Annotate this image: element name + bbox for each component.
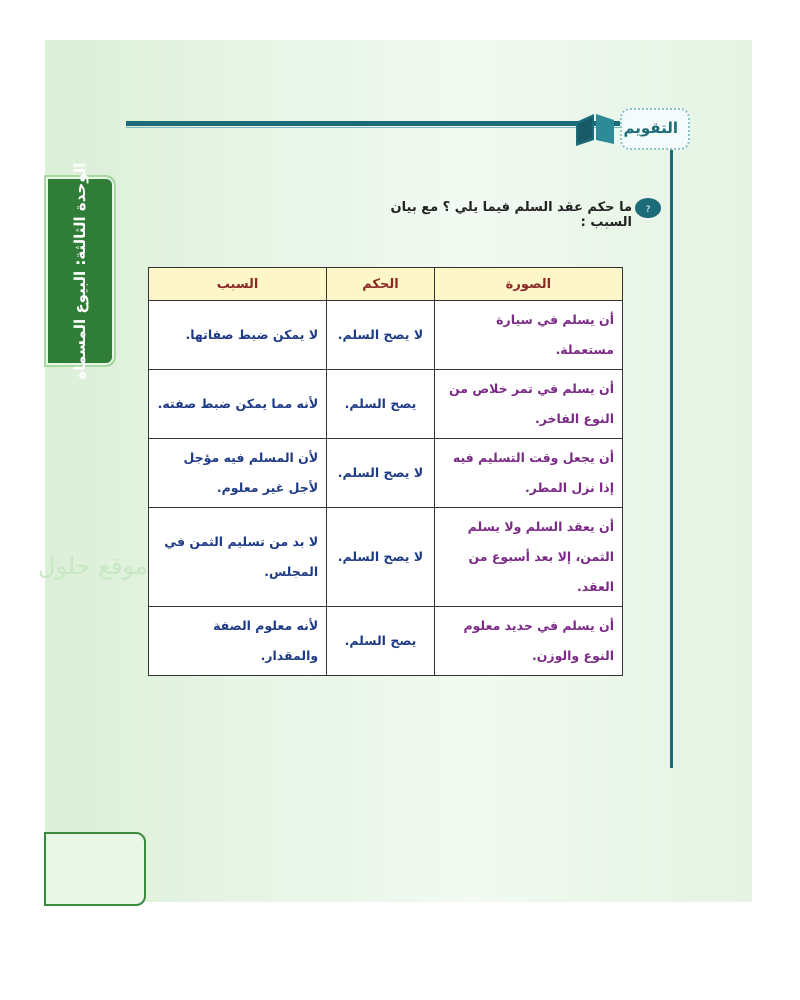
- column-header-image: الصورة: [434, 268, 622, 301]
- table-cell-case: أن يسلم في تمر خلاص من النوع الفاخر.: [434, 370, 622, 439]
- question-text: ما حكم عقد السلم فيما يلي ؟ مع بيان السبب :: [390, 200, 632, 230]
- table-cell-case: أن يعقد السلم ولا يسلم الثمن، إلا بعد أسبوع من العقد.: [434, 508, 622, 607]
- table-cell-reason: لأنه مما يمكن ضبط صفته.: [149, 370, 327, 439]
- column-header-reason: السبب: [149, 268, 327, 301]
- table-cell-reason: لأنه معلوم الصفة والمقدار.: [149, 607, 327, 676]
- book-icon: [572, 108, 618, 148]
- header-rule-thin: [126, 127, 634, 128]
- table-cell-reason: لأن المسلم فيه مؤجل لأجل غير معلوم.: [149, 439, 327, 508]
- table-cell-reason: لا بد من تسليم الثمن في المجلس.: [149, 508, 327, 607]
- table-row: [149, 439, 623, 508]
- table-cell-ruling: لا يصح السلم.: [327, 439, 435, 508]
- table-row: [149, 301, 623, 370]
- unit-side-tab: [44, 162, 116, 380]
- answers-table: [148, 267, 623, 676]
- table-cell-reason: لا يمكن ضبط صفاتها.: [149, 301, 327, 370]
- column-header-ruling: الحكم: [327, 268, 435, 301]
- section-tag-label: التقويم: [623, 119, 678, 137]
- table-cell-case: أن يجعل وقت التسليم فيه إذا نزل المطر.: [434, 439, 622, 508]
- table-cell-ruling: يصح السلم.: [327, 370, 435, 439]
- table-cell-case: أن يسلم في سيارة مستعملة.: [434, 301, 622, 370]
- table-cell-ruling: لا يصح السلم.: [327, 301, 435, 370]
- margin-rule: [670, 136, 673, 768]
- question-icon: [634, 197, 662, 219]
- table-cell-ruling: يصح السلم.: [327, 607, 435, 676]
- section-tag: [620, 108, 690, 150]
- svg-text:?: ?: [645, 205, 651, 215]
- table-cell-case: أن يسلم في حديد معلوم النوع والوزن.: [434, 607, 622, 676]
- table-row: [149, 607, 623, 676]
- table-row: [149, 370, 623, 439]
- table-row: [149, 508, 623, 607]
- page-number-box: [44, 832, 146, 906]
- unit-title: الوحدة الثالثة: البيوع المسماة: [71, 162, 89, 380]
- header-rule: [126, 121, 634, 126]
- table-cell-ruling: لا يصح السلم.: [327, 508, 435, 607]
- table-header-row: [149, 268, 623, 301]
- watermark: موقع حلول: [38, 552, 148, 580]
